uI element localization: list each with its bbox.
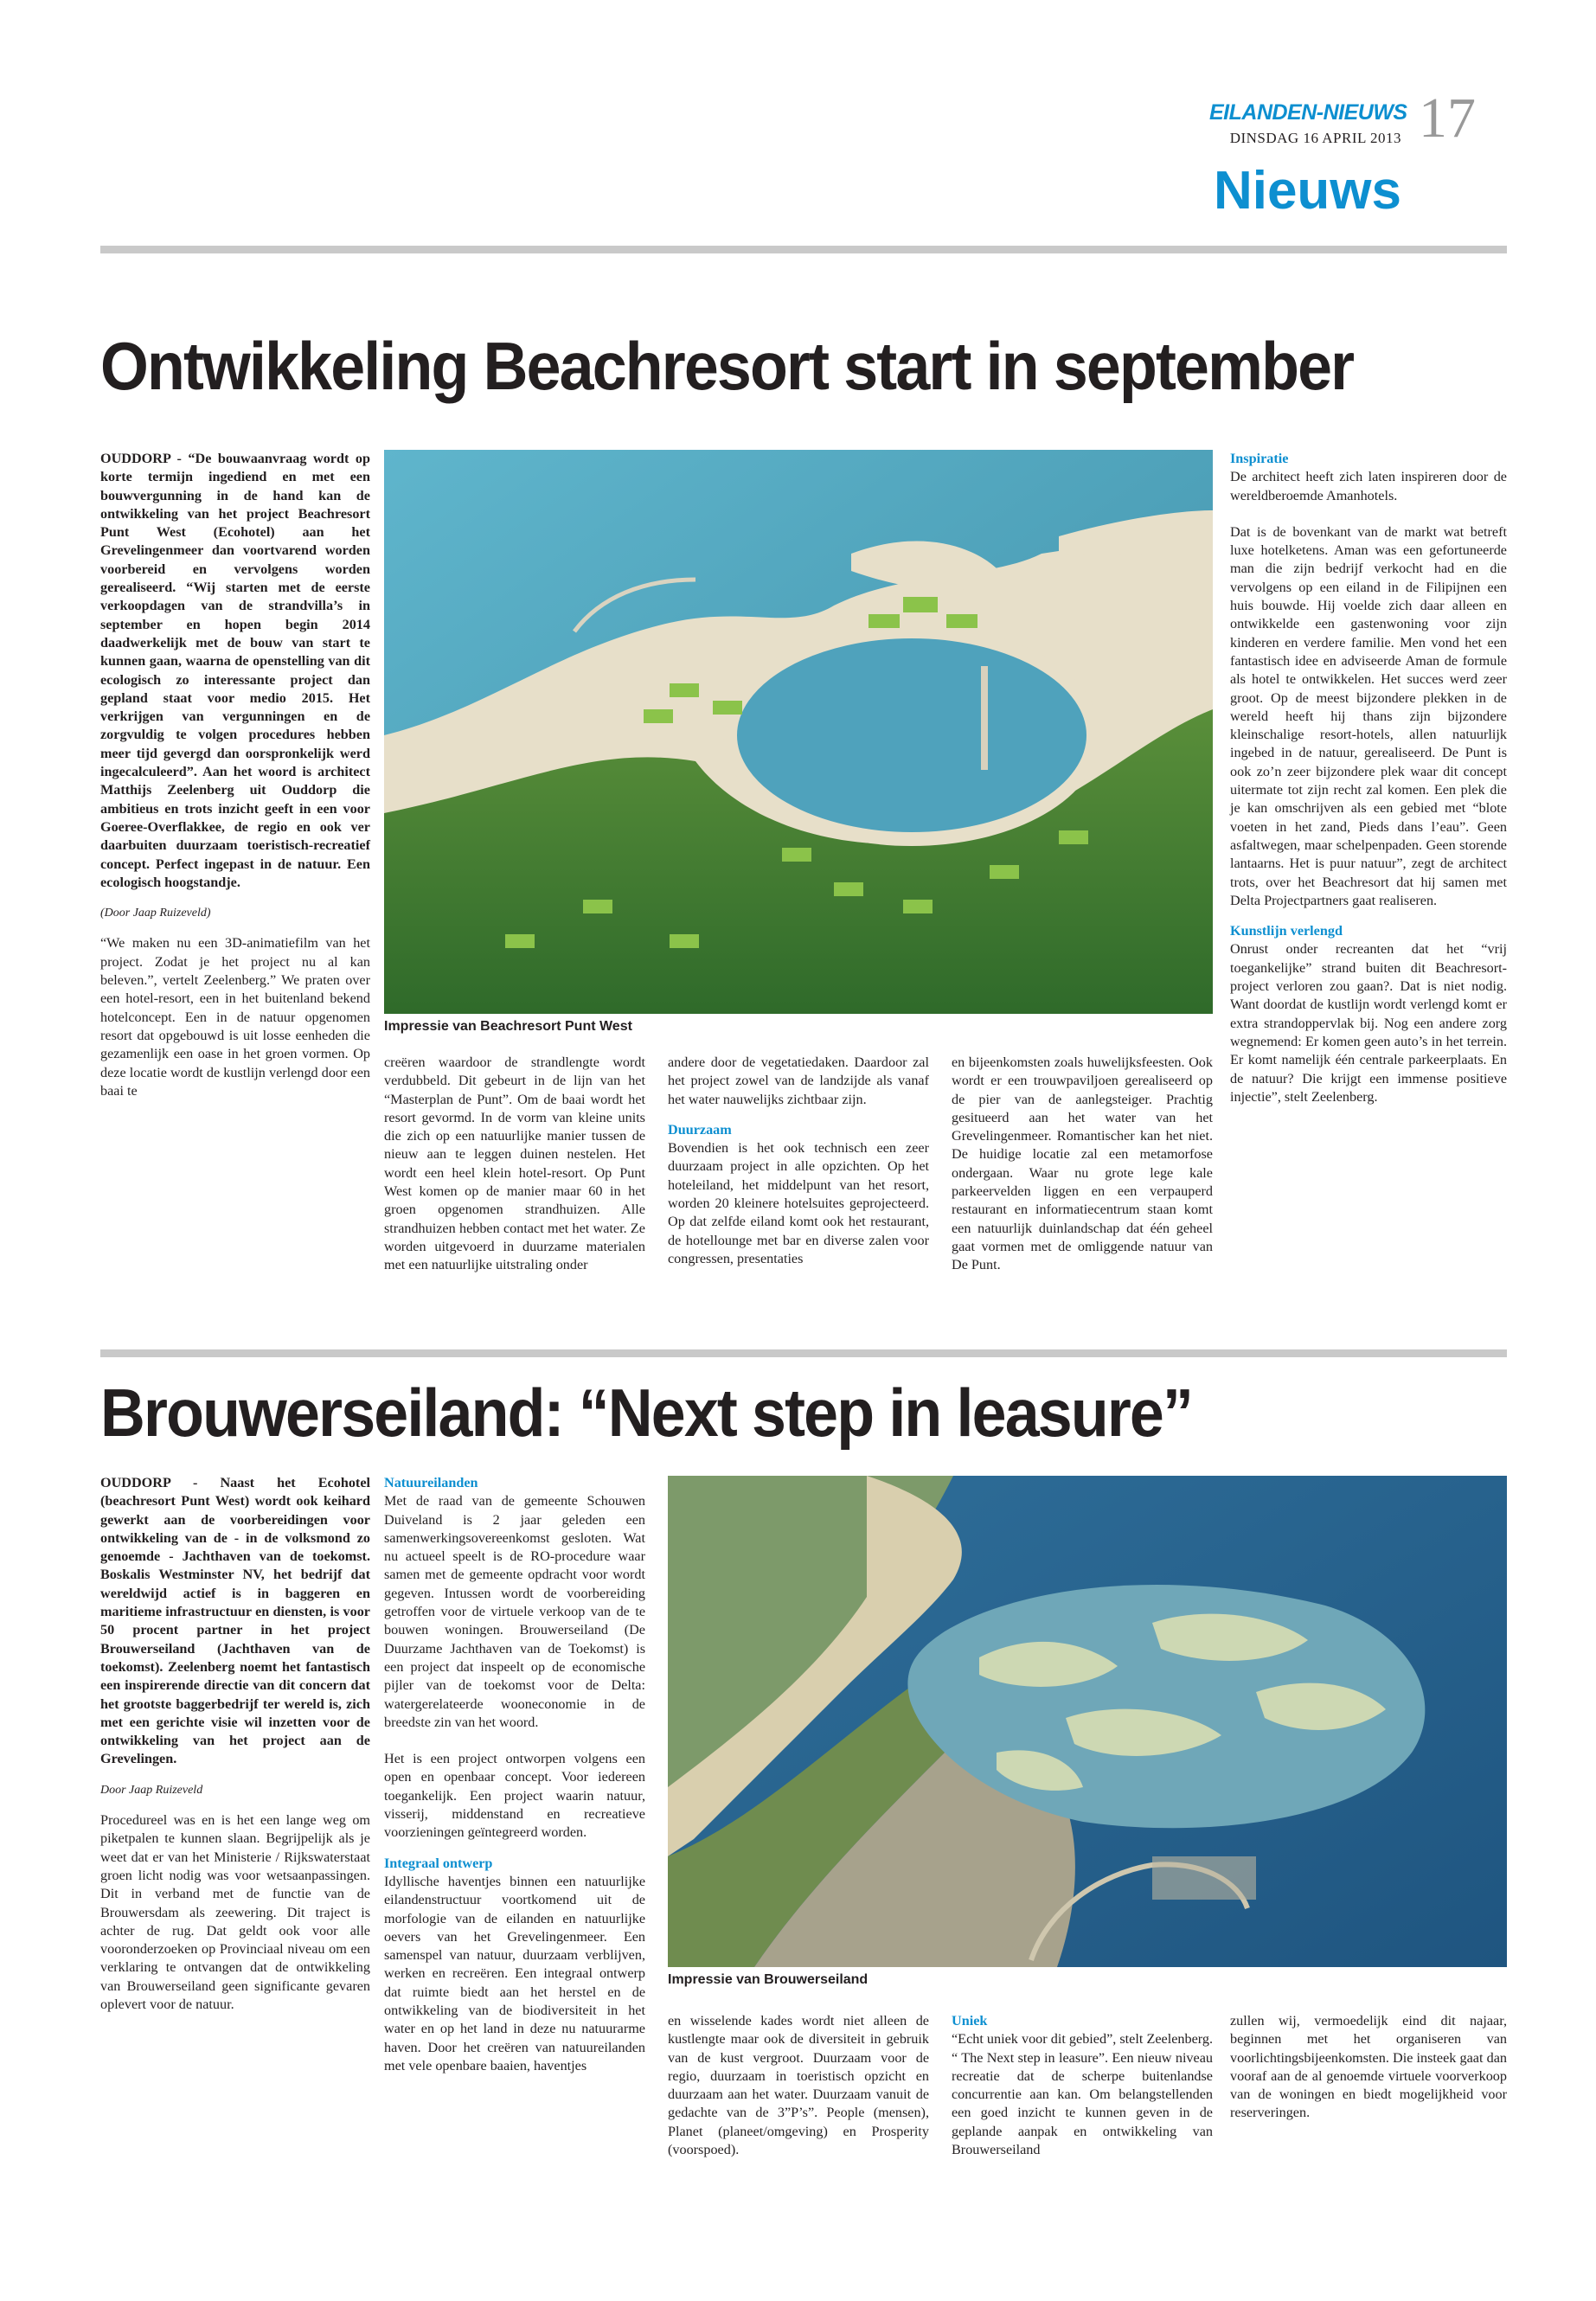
article1-col5-text2: Dat is de bovenkant van de markt wat betreft luxe hotelketens. Aman was een gefortuneerde man die zijn bedrijf verkocht had en die vervolgens op een eiland in de Filipijnen een huis bouwde. Hij voelde zich daar alleen en ontwikkelde een gastenwoning voor zijn kinderen en verdere familie. Men vond het een fantastisch idee en adviseerde Aman de formule als hotel te ontwikkelen. Het succes werd zeer groot. Op de meest bijzondere plekken in de wereld heeft hij thans zijn bijzondere kleinschalige resort-hotels, allen natuurlijk ingebed in de natuur, gerealiseerd. De Punt is ook zo’n zeer bijzondere plek waar dit concept uitermate tot zijn recht zal komen. Een plek die je kan omschrijven als een gebied met “blote voeten in het zand, Pieds dans l’eau”. Geen asfaltwegen, maar schelpenpaden. Geen storende lantaarns. Het is puur natuur”, zegt de architect trots, over het Beachresort dat hij samen met Delta Projectpartners gaat realiseren. xyxy=(1230,523,1507,908)
article1-col3-text2: Bovendien is het ook technisch een zeer duurzaam project in alle opzichten. Op het hoteleiland, het middelpunt van het resort, worden 20 kleinere hotelsuites geprojecteerd. Op dat zelfde eiland komt ook het restaurant, de hotellounge met bar en diverse zalen voor congressen, presentaties xyxy=(668,1140,929,1266)
article2-col4-text: “Echt uniek voor dit gebied”, stelt Zeelenberg. “ The Next step in leasure”. Een nieuw niveau recreatie dat de scherpe buitenlandse concurrentie aan kan. Om belangstellenden een goed inzicht te kunnen geven in de geplande aanpak en ontwikkeling van Brouwerseiland xyxy=(952,2031,1213,2158)
newspaper-logo: EILANDEN-NIEUWS xyxy=(1209,100,1407,125)
article1-col5-text1: De architect heeft zich laten inspireren door de wereldberoemde Amanhotels. xyxy=(1230,469,1507,503)
article1-col5 xyxy=(1230,450,1507,1106)
page-number: 17 xyxy=(1419,87,1476,150)
section-title: Nieuws xyxy=(1213,161,1401,221)
article2-col2-text3: Idyllische haventjes binnen een natuurlijke eilandenstructuur voortkomend uit de morfologie van de eilanden en natuurlijke oevers van het Grevelingenmeer. Een samenspel van natuur, duurzaam verblijven, werken en recreëren. Een integraal ontwerp dat ruimte biedt aan het herstel en de ontwikkeling van de biodiversiteit in het water en op het land in deze nu natuurarme haven. Door het creëren van natuureilanden met vele openbare baaien, haventjes xyxy=(384,1873,645,2073)
article2-lead: OUDDORP - Naast het Ecohotel (beachresort Punt West) wordt ook keihard gewerkt aan de voorbereidingen voor ontwikkeling van de - in de volksmond zo genoemde - Jachthaven van de toekomst. Boskalis Westminster NV, het bedrijf dat wereldwijd actief is in baggeren en maritieme infrastructuur en diensten, is voor 50 procent partner in het project Brouwerseiland (Jachthaven van de toekomst). Zeelenberg noemt het fantastisch een inspirerende directie van dit concern dat het grootste baggerbedrijf ter wereld is, zich met een gerichte visie wil inzetten voor de ontwikkeling van het project aan de Grevelingen. xyxy=(100,1475,370,1767)
article1-photo-caption: Impressie van Beachresort Punt West xyxy=(384,1019,632,1034)
article1-col2 xyxy=(384,1054,645,1275)
article1-subhead-inspiratie: Inspiratie xyxy=(1230,451,1289,466)
article2-col2-text2: Het is een project ontworpen volgens een open en openbaar concept. Voor iedereen toegankelijk. Een project waarin natuur, visserij, middenstand en recreatieve voorzieningen geïntegreerd worden. xyxy=(384,1751,645,1841)
middle-divider xyxy=(100,1349,1507,1357)
article1-col4-text: en bijeenkomsten zoals huwelijksfeesten. Ook wordt er een trouwpaviljoen gerealiseerd op de pier van de aanlegsteiger. Prachtig gesitueerd aan het water van het Grevelingenmeer. Romantischer kan het niet. De huidige locatie zal een metamorfose ondergaan. Waar nu grote lege kale parkeervelden liggen en een verpauperd restaurant en informatiecentrum staan komt een natuurlijk duinlandschap dat één geheel gaat vormen met de omliggende natuur van De Punt. xyxy=(952,1054,1213,1273)
brouwerseiland-illustration xyxy=(668,1476,1507,1967)
article1-subhead-duurzaam: Duurzaam xyxy=(668,1121,732,1138)
article1-lead: OUDDORP - “De bouwaanvraag wordt op korte termijn ingediend en met een bouwvergunning in de hand kan de ontwikkeling van het project Beachresort Punt West (Ecohotel) aan het Grevelingenmeer dan voortvarend worden voorbereid en vervolgens worden gerealiseerd. “Wij starten met de eerste verkoopdagen van de strandvilla’s in september en hopen begin 2014 daadwerkelijk met de bouw van start te kunnen gaan, waarna de openstelling van dit ecologisch zo interessante project dan gepland staat voor medio 2015. Het verkrijgen van vergunningen en de zorgvuldig te volgen procedures hebben meer tijd gevergd dan oorspronkelijk werd ingecalculeerd”. Aan het woord is architect Matthijs Zeelenberg uit Ouddorp die ambitieus en trots inzicht geeft in een voor Goeree-Overflakkee, de regio en ook ver daarbuiten duurzaam toeristisch-recreatief concept. Perfect ingepast in de natuur. Een ecologisch hoogstandje. xyxy=(100,451,370,890)
article2-headline: Brouwerseiland: “Next step in leasure” xyxy=(100,1375,1193,1451)
article2-col3 xyxy=(668,2012,929,2159)
beachresort-illustration xyxy=(384,450,1213,1014)
article2-col2 xyxy=(384,1474,645,2075)
article1-col1 xyxy=(100,450,370,1100)
article1-col4 xyxy=(952,1054,1213,1275)
article2-col2-text1: Met de raad van de gemeente Schouwen Duiveland is 2 jaar geleden een samenwerkingsovereenkomst gesloten. Wat nu actueel speelt is de RO-procedure waar samen met de gemeente opdracht voor wordt gegeven. Intussen wordt de voorbereiding getroffen voor de virtuele verkoop van de te bouwen woningen. Brouwerseiland (De Duurzame Jachthaven van de Toekomst) is een project dat inspeelt op de economische pijler van de toekomst voor de Delta: watergerelateerde wooneconomie in de breedste zin van het woord. xyxy=(384,1493,645,1730)
article1-byline: (Door Jaap Ruizeveld) xyxy=(100,907,211,920)
article2-col5 xyxy=(1230,2012,1507,2123)
article2-col5-text: zullen wij, vermoedelijk eind dit najaar, beginnen met het organiseren van voorlichtingsbijeenkomsten. Die insteek gaat dan vooraf aan de al genoemde virtuele voorverkoop van de woningen en biedt mogelijkheid voor reserveringen. xyxy=(1230,2013,1507,2121)
article2-col4 xyxy=(952,2012,1213,2159)
article1-headline: Ontwikkeling Beachresort start in september xyxy=(100,328,1354,404)
article2-photo-caption: Impressie van Brouwerseiland xyxy=(668,1972,869,1987)
top-divider xyxy=(100,246,1507,253)
issue-date: DINSDAG 16 APRIL 2013 xyxy=(1229,130,1401,146)
article1-col3-text1: andere door de vegetatiedaken. Daardoor zal het project zowel van de landzijde als vanaf het water nauwelijks zichtbaar zijn. xyxy=(668,1054,929,1107)
article2-subhead-uniek: Uniek xyxy=(952,2013,988,2029)
article2-col1-text: Procedureel was en is het een lange weg om piketpalen te kunnen slaan. Begrijpelijk als je weet dat er van het Ministerie / Rijkswaterstaat groen licht nodig was voor wetsaanpassingen. Dit in verband met de functie van de Brouwersdam als zeewering. Dit traject is achter de rug. Dat geldt ook voor alle vooronderzoeken op Provinciaal niveau om een verklaring te ontvangen dat de ontwikkeling van Brouwerseiland geen significante gevaren oplevert voor de natuur. xyxy=(100,1812,370,2013)
article1-subhead-kunstlijn: Kunstlijn verlengd xyxy=(1230,923,1343,939)
article2-col1 xyxy=(100,1474,370,2014)
article1-col3 xyxy=(668,1054,929,1268)
article1-col5-text3: Onrust onder recreanten dat het “vrij toegankelijke” strand buiten dit Beachresort-project verloren zou gaan?. Dat is niet nodig. Want doordat de kustlijn wordt verlengd komt er extra strandoppervlak bij. Nog een andere zorg wegnemend: Er komen geen auto’s in het terrein. Er komt namelijk één centrale parkeerplaats. En de natuur? Die krijgt een immense positieve injectie”, stelt Zeelenberg. xyxy=(1230,941,1507,1105)
article2-byline: Door Jaap Ruizeveld xyxy=(100,1783,203,1797)
article2-subhead-integraal: Integraal ontwerp xyxy=(384,1855,493,1871)
beachresort-photo xyxy=(384,450,1213,1014)
brouwerseiland-photo xyxy=(668,1476,1507,1967)
article2-subhead-natuureilanden: Natuureilanden xyxy=(384,1475,478,1490)
article1-col1-text: “We maken nu een 3D-animatiefilm van het project. Zodat je het project nu al kan beleven.”, vertelt Zeelenberg.” We praten over een hotel-resort, een in het buitenland bekend hotelconcept. Een in de natuur opgenomen resort dat opgebouwd is uit losse eenheden die gezamenlijk een oase in het groen vormen. Op deze locatie wordt de kustlijn verlengd door een baai te xyxy=(100,935,370,1099)
article2-col3-text: en wisselende kades wordt niet alleen de kustlengte maar ook de diversiteit in gebruik van de kust vergroot. Duurzaam voor de regio, duurzaam in toeristisch opzicht en duurzaam aan het water. Duurzaam vanuit de gedachte van de 3”P’s”. People (mensen), Planet (planeet/omgeving) en Prosperity (voorspoed). xyxy=(668,2013,929,2158)
article1-col2-text: creëren waardoor de strandlengte wordt verdubbeld. Dit gebeurt in de lijn van het “Masterplan de Punt”. Om de baai wordt het resort gevormd. In de vorm van kleine units die zich op een natuurlijke manier tussen de nieuw aan te leggen duinen nestelen. Het wordt een heel klein hotel-resort. Op Punt West komen op de manier maar 60 in het groen opgenomen strandhuizen. Alle strandhuizen hebben contact met het water. Ze worden uitgevoerd in duurzame materialen met een natuurlijke uitstraling onder xyxy=(384,1054,645,1273)
